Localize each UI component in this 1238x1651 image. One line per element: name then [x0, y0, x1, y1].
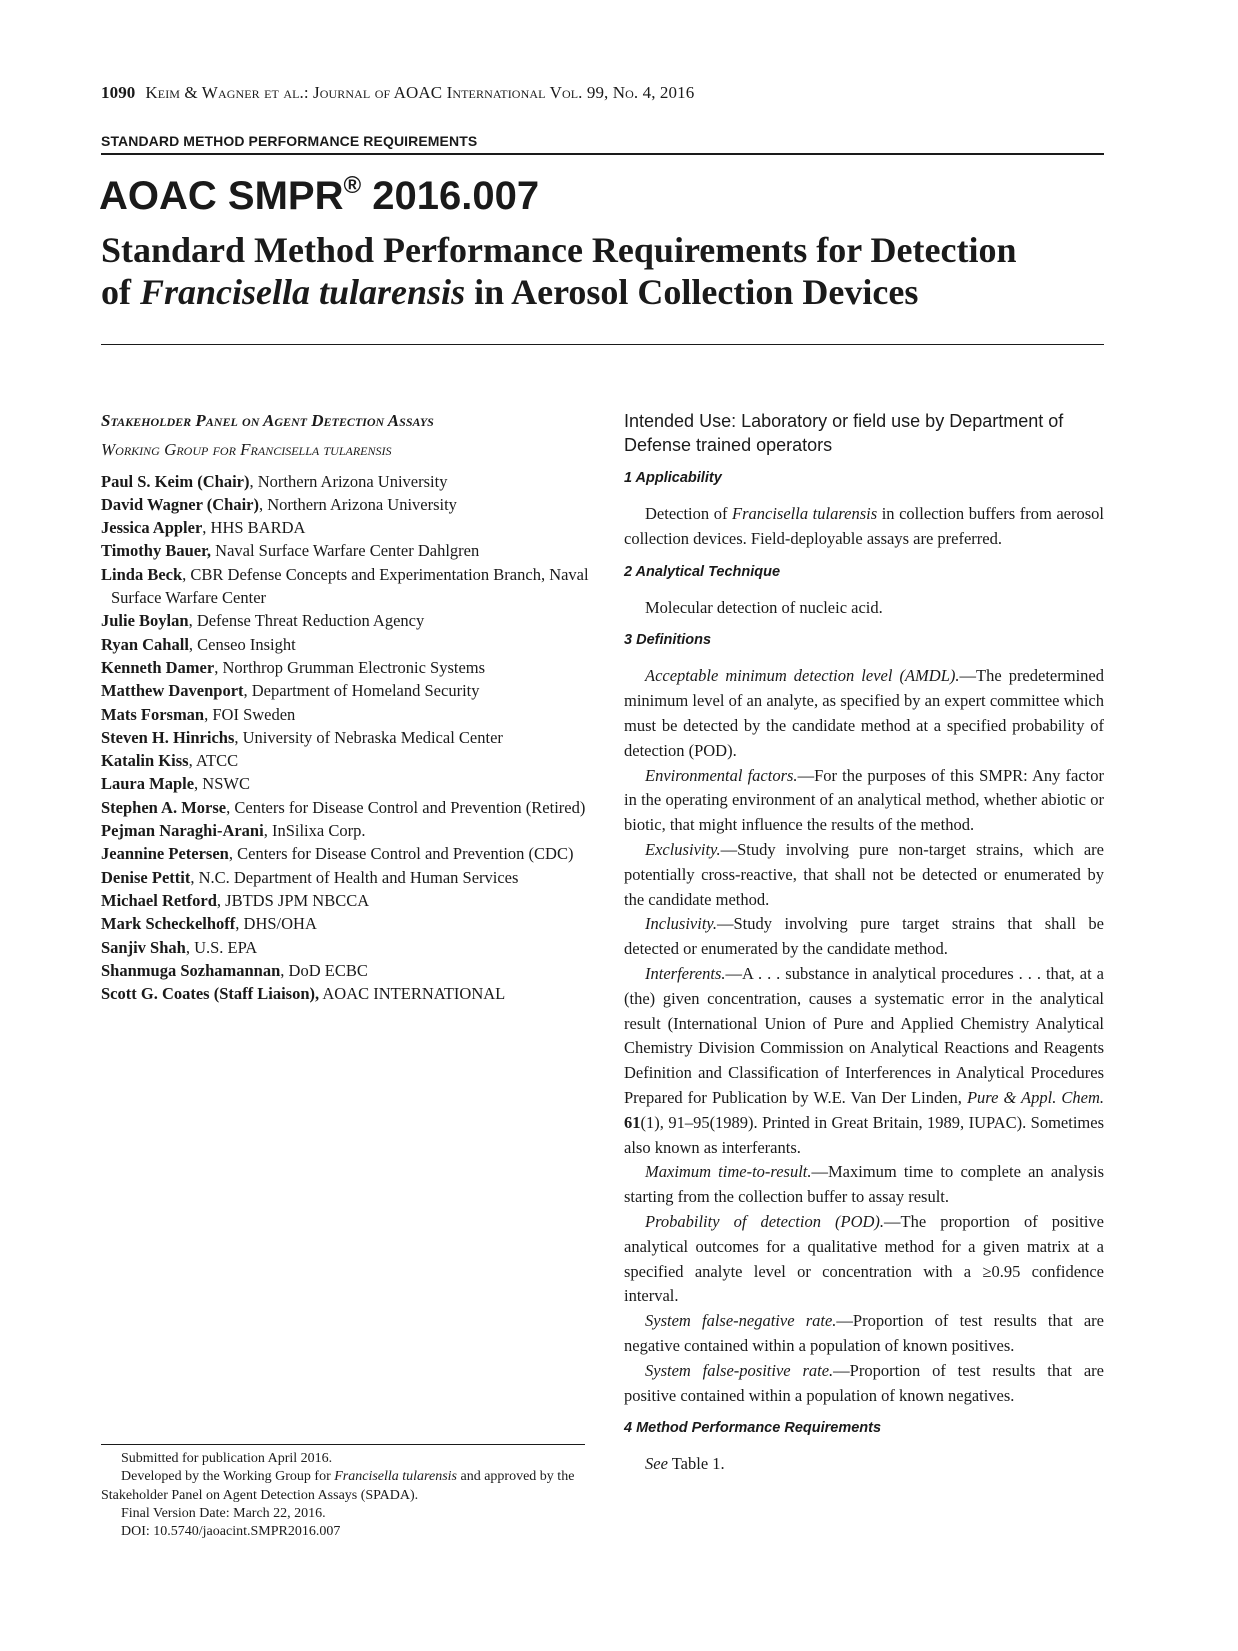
panel-member	[101, 703, 591, 726]
member-affiliation: , NSWC	[194, 774, 250, 794]
panel-member	[101, 749, 591, 772]
footnote-submitted: Submitted for publication April 2016.	[121, 1451, 333, 1466]
member-affiliation: , DoD ECBC	[280, 960, 368, 980]
definition-false-positive-rate: System false-positive rate.—Proportion of test results that are positive contained within a population of known negatives.	[624, 1360, 1104, 1405]
member-affiliation: , Centers for Disease Control and Prevention (CDC)	[228, 844, 574, 864]
definition-false-negative-rate: System false-negative rate.—Proportion of test results that are negative contained within a population of known positives.	[624, 1311, 1104, 1355]
title-line-2: of Francisella tularensis in Aerosol Collection Devices	[101, 272, 919, 312]
footnote-doi: DOI: 10.5740/jaoacint.SMPR2016.007	[121, 1524, 341, 1540]
footnotes	[101, 1450, 585, 1541]
footnote-divider	[101, 1444, 585, 1445]
definition-environmental-factors: Environmental factors.—For the purposes of this SMPR: Any factor in the operating environment of an analytical method, whether abiotic or biotic, that might influence the results of the method.	[624, 765, 1104, 835]
panel-member	[101, 936, 591, 959]
member-name: Steven H. Hinrichs	[101, 727, 235, 747]
member-affiliation: , N.C. Department of Health and Human Services	[190, 867, 519, 887]
member-name: Stephen A. Morse	[101, 797, 227, 817]
left-column	[101, 409, 591, 1005]
panel-member	[101, 563, 591, 610]
intended-use: Intended Use: Laboratory or field use by Department of Defense trained operators	[624, 411, 1064, 455]
member-affiliation: , Department of Homeland Security	[243, 681, 480, 701]
member-affiliation: , JBTDS JPM NBCCA	[216, 890, 370, 910]
definition-inclusivity: Inclusivity.—Study involving pure target strains that shall be detected or enumerated by the candidate method.	[624, 914, 1104, 959]
performance-text: See Table 1.	[645, 1454, 725, 1474]
panel-member	[101, 539, 591, 562]
right-column	[624, 409, 1104, 1477]
member-name: Timothy Bauer,	[101, 541, 212, 561]
panel-member	[101, 470, 591, 493]
member-name: Jeannine Petersen	[101, 844, 229, 864]
member-affiliation: , U.S. EPA	[185, 937, 258, 957]
member-affiliation: , CBR Defense Concepts and Experimentation Branch, Naval Surface Warfare Center	[111, 564, 589, 608]
working-group-title: Working Group for Francisella tularensis	[101, 440, 392, 460]
section-heading-definitions: 3 Definitions	[624, 632, 712, 649]
member-affiliation: Naval Surface Warfare Center Dahlgren	[211, 541, 480, 561]
definition-amdl: Acceptable minimum detection level (AMDL).—The predetermined minimum level of an analyte, as specified by an expert committee which must be detected by the candidate method at a specified probability of detection (POD).	[624, 666, 1104, 760]
member-affiliation: , FOI Sweden	[204, 704, 296, 724]
member-name: Julie Boylan	[101, 611, 189, 631]
member-affiliation: , Northrop Grumman Electronic Systems	[214, 657, 486, 677]
panel-member	[101, 633, 591, 656]
member-name: Katalin Kiss	[101, 751, 189, 771]
technique-text: Molecular detection of nucleic acid.	[645, 597, 883, 617]
page-title	[101, 229, 1104, 313]
panel-member	[101, 959, 591, 982]
member-affiliation: , HHS BARDA	[202, 518, 306, 538]
member-name: Jessica Appler	[101, 518, 203, 538]
member-name: Mats Forsman	[101, 704, 205, 724]
panel-member	[101, 819, 591, 842]
applicability-text: Detection of Francisella tularensis in collection buffers from aerosol collection devices. Field-deployable assays are preferred.	[624, 504, 1104, 548]
member-name: Shanmuga Sozhamannan	[101, 960, 281, 980]
member-affiliation: , University of Nebraska Medical Center	[234, 727, 503, 747]
panel-member	[101, 493, 591, 516]
panel-member	[101, 889, 591, 912]
page-number: 1090	[101, 83, 136, 102]
title-line-1: Standard Method Performance Requirements for Detection	[101, 230, 1017, 270]
definition-interferents: Interferents.—A . . . substance in analytical procedures . . . that, at a (the) given concentration, causes a systematic error in the analytical result (International Union of Pure and Applied Chemistry Analytical Chemistry Division Commission on Analytical Reactions and Reagents Definition and Classification of Interferences in Analytical Procedures Prepared for Publication by W.E. Van Der Linden, Pure & Appl. Chem. 61(1), 91–95(1989). Printed in Great Britain, 1989, IUPAC). Sometimes also known as interferants.	[624, 963, 1104, 1157]
definition-exclusivity: Exclusivity.—Study involving pure non-target strains, which are potentially cross-reactive, that shall not be detected or enumerated by the candidate method.	[624, 839, 1104, 909]
panel-member	[101, 842, 591, 865]
running-head	[101, 83, 694, 103]
member-name: Kenneth Damer	[101, 657, 215, 677]
member-affiliation: , ATCC	[188, 751, 239, 771]
member-name: Scott G. Coates (Staff Liaison),	[101, 984, 320, 1004]
section-heading-technique: 2 Analytical Technique	[624, 563, 781, 580]
section-label: STANDARD METHOD PERFORMANCE REQUIREMENTS	[101, 133, 478, 149]
section-heading-applicability: 1 Applicability	[624, 470, 722, 486]
member-affiliation: , Defense Threat Reduction Agency	[188, 611, 425, 631]
panel-member	[101, 679, 591, 702]
member-name: Denise Pettit	[101, 867, 191, 887]
title-divider	[101, 344, 1104, 345]
member-name: Linda Beck	[101, 564, 183, 584]
member-affiliation: , Censeo Insight	[188, 634, 296, 654]
footnote-final-version: Final Version Date: March 22, 2016.	[121, 1505, 326, 1521]
definition-pod: Probability of detection (POD).—The proportion of positive analytical outcomes for a qualitative method for a given matrix at a specified analyte level or concentration with a ≥0.95 confidence interval.	[624, 1211, 1104, 1306]
panel-member	[101, 609, 591, 632]
panel-member	[101, 726, 591, 749]
member-name: Ryan Cahall	[101, 634, 189, 654]
panel-member	[101, 982, 591, 1005]
member-affiliation: AOAC INTERNATIONAL	[319, 984, 506, 1004]
top-divider	[101, 153, 1104, 155]
member-name: Michael Retford	[101, 890, 217, 910]
member-affiliation: , Northern Arizona University	[249, 471, 448, 491]
member-affiliation: , Centers for Disease Control and Prevention (Retired)	[226, 797, 586, 817]
member-name: Matthew Davenport	[101, 681, 244, 701]
member-list	[101, 470, 591, 1006]
panel-member	[101, 912, 591, 935]
panel-title: Stakeholder Panel on Agent Detection Assays	[101, 411, 434, 430]
panel-member	[101, 772, 591, 795]
section-heading-performance: 4 Method Performance Requirements	[624, 1420, 882, 1437]
panel-member	[101, 796, 591, 819]
member-name: Sanjiv Shah	[101, 937, 186, 957]
panel-member	[101, 656, 591, 679]
definition-max-time-to-result: Maximum time-to-result.—Maximum time to complete an analysis starting from the collection buffer to assay result.	[624, 1162, 1104, 1207]
member-name: Pejman Naraghi-Arani	[101, 821, 264, 841]
member-name: Laura Maple	[101, 774, 195, 794]
member-name: Paul S. Keim (Chair)	[101, 471, 250, 491]
journal-citation: Keim & Wagner et al.: Journal of AOAC International Vol. 99, No. 4, 2016	[145, 83, 695, 102]
panel-member	[101, 516, 591, 539]
member-name: Mark Scheckelhoff	[101, 914, 236, 934]
member-affiliation: , Northern Arizona University	[258, 494, 457, 514]
registered-mark: ®	[343, 172, 362, 199]
member-name: David Wagner (Chair)	[101, 494, 259, 514]
panel-member	[101, 866, 591, 889]
footnote-developed: Developed by the Working Group for Francisella tularensis and approved by the Stakeholder Panel on Agent Detection Assays (SPADA).	[101, 1469, 575, 1503]
member-affiliation: , InSilixa Corp.	[263, 821, 366, 841]
smpr-code: AOAC SMPR® 2016.007	[99, 172, 540, 218]
member-affiliation: , DHS/OHA	[235, 914, 317, 934]
